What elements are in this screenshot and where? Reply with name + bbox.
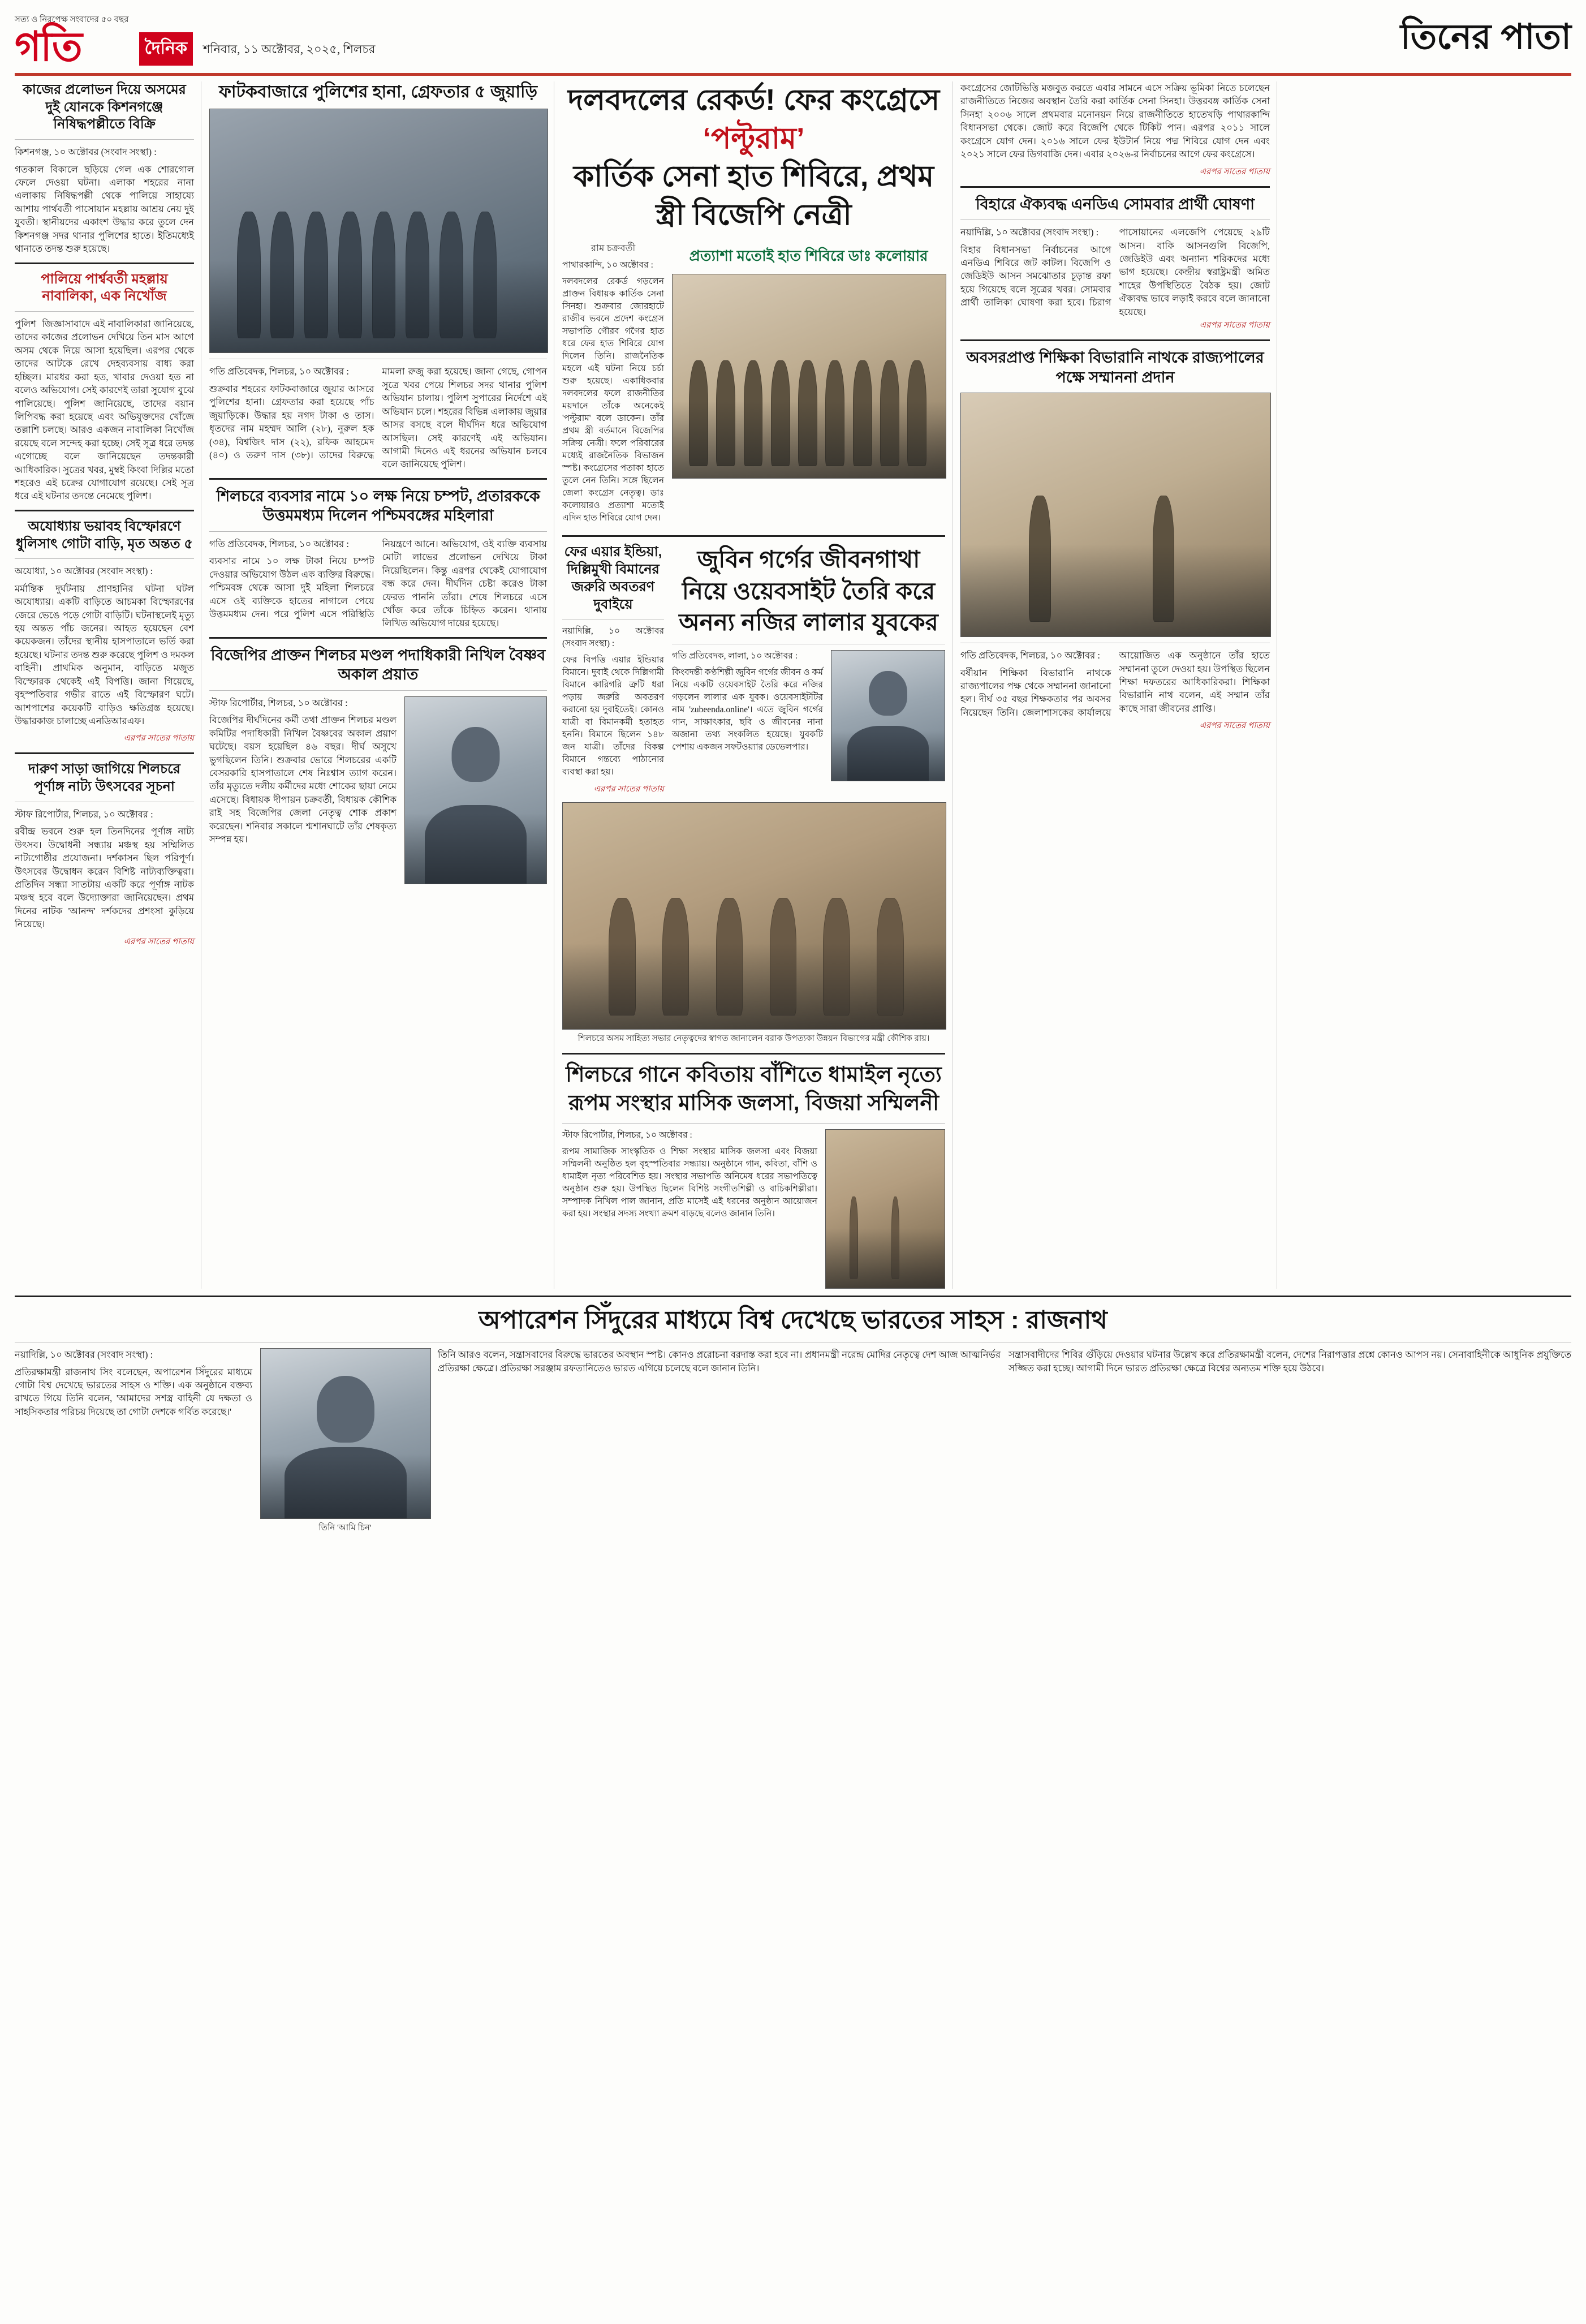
article-body-right [1009,1348,1571,1535]
body-text: পুলিশ ‍ জিজ্ঞাসাবাদে এই নাবালিকারা জানিয়েছে, তাদের কাজের প্রলোভন দেখিয়ে তিন মাস আগে অসম থেকে নিয়ে আসা হয়েছিল। এরপর থেকে তাদের আটকে রেখে দেহব্যবসায় বাধ্য করা হচ্ছিল। মারধর করা হত, খাবার দেওয়া হত না বলেও অভিযোগ। সেই কারণেই তারা সুযোগ বুঝে পালিয়েছে। পুলিশ জানিয়েছে, তাদের বয়ান লিপিবদ্ধ করা হয়েছে এবং অভিযুক্তদের খোঁজে তল্লাশি চলছে। আরও একজন নাবালিকা নিখোঁজ রয়েছে বলে সন্দেহ করা হচ্ছে। সেই সূত্র ধরে তদন্ত এগোচ্ছে বলে জানিয়েছেন তদন্তকারী আধিকারিক। সুত্রের খবর, মুম্বই কিংবা দিল্লির মতো শহরেও এই চক্রের যোগাযোগ রয়েছে। সেই সূত্র ধরে এই ঘটনার তদন্তে নেমেছে পুলিশ। [15,318,194,502]
article-body [960,649,1270,719]
dateline: কিশনগঞ্জ, ১০ অক্টোবর (সংবাদ সংস্থা) : [15,147,157,158]
headline: ফাটকবাজারে পুলিশের হানা, গ্রেফতার ৫ জুয়াড়ি [218,83,538,101]
dateline: স্টাফ রিপোর্টার, শিলচর, ১০ অক্টোবর : [15,808,153,820]
continuation-note: এরপর সাতের পাতায় [123,937,194,946]
divider [15,1296,1571,1297]
masthead-section-title: তিনের পাতা [1400,18,1571,57]
divider [209,690,547,691]
body-text: বিহার বিধানসভা নির্বাচনের আগে এনডিএ শিবিরে জট কাটল। বিজেপি ও জেডিইউ আসন সমঝোতার চূড়ান্ত রফা হয়ে গিয়েছে বলে সূত্রের খবর। সোমবার প্রার্থী তালিকা ঘোষণা করা হবে। চিরাগ পাসোয়ানের এলজেপি পেয়েছে ২৯টি আসন। বাকি আসনগুলি বিজেপি, জেডিইউ এবং অন্যান্য শরিকদের মধ্যে ভাগ হয়েছে। কেন্দ্রীয় স্বরাষ্ট্রমন্ত্রী অমিত শাহের উপস্থিতিতে বৈঠক হয়। জোট ঐক্যবদ্ধ ভাবে লড়াই করবে বলে জানানো হয়েছে। [960,227,1270,317]
article-body [672,650,823,781]
divider [562,1123,945,1124]
continuation-note: এরপর সাতের পাতায় [1199,721,1270,731]
body-text: রবীন্দ্র ভবনে শুরু হল তিনদিনের পূর্ণাঙ্গ নাট্য উৎসব। উদ্বোধনী সন্ধ্যায় মঞ্চস্থ হয় সম্মিলিত নাট্যগোষ্ঠীর প্রযোজনা। দর্শকাসন ছিল পরিপূর্ণ। উৎসবের উদ্বোধন করেন বিশিষ্ট নাট্যব্যক্তিত্বরা। প্রতিদিন সন্ধ্যা সাতটায় একটি করে পূর্ণাঙ্গ নাটক মঞ্চস্থ হবে বলে উদ্যোক্তারা জানিয়েছেন। প্রথম দিনের নাটক 'আনন্দ' দর্শকদের প্রশংসা কুড়িয়ে নিয়েছে। [15,826,194,930]
logo-block [15,13,129,70]
dateline: নয়াদিল্লি, ১০ অক্টোবর (সংবাদ সংস্থা) : [562,626,664,649]
article-c4-a1 [960,81,1270,179]
dateline: স্টাফ রিপোর্টার, শিলচর, ১০ অক্টোবর : [562,1130,692,1141]
masthead-left [15,13,376,70]
divider [209,531,547,532]
body-text: কংগ্রেসের জোটভিত্তি মজবুত করতে এবার সামনে এসে সক্রিয় ভূমিকা নিতে চলেছেন রাজনীতিতে নিজের অবস্থান তৈরি করা কার্তিক সেনা সিনহা। উত্তরবঙ্গ কার্তিক সেনা সিনহা ২০০৬ সালে প্রথমবার মনোনয়ন নিয়ে রাজনীতিতে হাতেখড়ি পাথারকান্দি বিধানসভা থেকে। জোট করে বিজেপি থেকে টিকিট পান। এরপর ২০১১ সালে কংগ্রেসে যোগ দেন। ২০১৬ সালে ফের ইউটার্ন নিয়ে পদ্ম শিবিরে যোগ দেন এবং ২০২১ সালে ফের ডিগবাজি দেন। এবার ২০২৬-র নির্বাচনের আগে ফের কংগ্রেসে। [960,83,1270,160]
article-c3-mid [672,544,945,797]
article-body [15,145,194,255]
logo-badge: দৈনিক [139,32,193,66]
column-3-lead [562,81,953,1289]
article-body-left [15,1348,252,1535]
lead-left-text [562,239,664,528]
column-2 [209,81,554,1289]
masthead [15,10,1571,76]
article-body [15,317,194,503]
article-c2-a3 [209,645,547,884]
photo-sahitya-sabha [562,802,946,1030]
body-text: দলবদলের রেকর্ড গড়লেন প্রাক্তন বিধায়ক কার্তিক সেনা সিনহা। শুক্রবার জোরহাটে রাজীব ভবনে প্রদেশ কংগ্রেস সভাপতি গৌরব গগৈর হাত ধরে ফের হাত শিবিরে যোগ দিলেন তিনি। রাজনৈতিক মহলে এই ঘটনা নিয়ে চর্চা শুরু হয়েছে। একাধিকবার দলবদলের ফলে রাজনীতির ময়দানে তাঁকে অনেকেই 'পল্টুরাম' বলে ডাকেন। তাঁর প্রথম স্ত্রী বর্তমানে বিজেপির সক্রিয় নেত্রী। ফলে পরিবারের মধ্যেই রাজনৈতিক বিভাজন স্পষ্ট। কংগ্রেসের পতাকা হাতে তুলে নেন তিনি। সঙ্গে ছিলেন জেলা কংগ্রেস নেতৃত্ব। ডাঃ কলোয়ারও প্রত্যাশা মতোই এদিন হাত শিবিরে যোগ দেন। [562,277,664,523]
article-body [209,365,547,471]
headline: অবসরপ্রাপ্ত শিক্ষিকা বিভারানি নাথকে রাজ্যপালের পক্ষে সম্মাননা প্রদান [966,349,1264,386]
article-c2-a2 [209,487,547,630]
lead-headline-line2: কার্তিক সেনা হাত শিবিরে, প্রথম স্ত্রী বিজেপি নেত্রী [573,160,934,231]
headline: বিজেপির প্রাক্তন শিলচর মণ্ডল পদাধিকারী নিখিল বৈষ্ণব অকাল প্রয়াত [210,646,546,683]
body-text: তিনি আরও বলেন, সন্ত্রাসবাদের বিরুদ্ধে ভারতের অবস্থান স্পষ্ট। কোনও প্ররোচনা বরদাস্ত করা হবে না। প্রধানমন্ত্রী নরেন্দ্র মোদির নেতৃত্বে দেশ আজ আত্মনির্ভর প্রতিরক্ষা ক্ষেত্রে। প্রতিরক্ষা সরঞ্জাম রফতানিতেও ভারত এগিয়ে চলেছে বলে জানান তিনি। [438,1349,1001,1374]
divider [15,752,194,754]
divider [15,311,194,312]
article-lead [562,81,945,528]
divider [15,139,194,140]
lead-headline-accent: ‘পল্টুরাম’ [703,122,805,155]
mid-row [562,544,945,797]
headline: শিলচরে ব্যবসার নামে ১০ লক্ষ নিয়ে চম্পট, প্রতারককে উত্তমমধ্যম দিলেন পশ্চিমবঙ্গের মহিলারা [216,487,540,524]
body-text: কিংবদন্তী কণ্ঠশিল্পী জুবিন গর্গের জীবন ও কর্ম নিয়ে একটি ওয়েবসাইট তৈরি করে নজির গড়লেন লালার এক যুবক। ওয়েবসাইটটির নাম 'zubeenda.online'। এতে জুবিন গর্গের গান, সাক্ষাৎকার, ছবি ও জীবনের নানা অজানা তথ্য সংকলিত হয়েছে। যুবকটি পেশায় একজন সফটওয়্যার ডেভেলপার। [672,667,823,752]
article-c1-a2 [15,271,194,503]
dateline: গতি প্রতিবেদক, শিলচর, ১০ অক্টোবর : [209,366,349,377]
continuation-note: এরপর সাতের পাতায় [593,785,664,794]
page-grid [15,81,1571,1289]
logo-title: গতি [15,24,81,70]
photo-teacher-felicitation [960,393,1271,637]
photo-police-raid [209,109,548,353]
photo-rajnath-singh [260,1348,431,1519]
article-body [562,625,664,778]
lead-photo-block [672,239,945,528]
masthead-date: শনিবার, ১১ অক্টোবর, ২০২৫, শিলচর [202,42,376,56]
dateline: গতি প্রতিবেদক, শিলচর, ১০ অক্টোবর : [960,650,1100,661]
column-1 [15,81,201,1289]
article-body-mid [438,1348,1001,1535]
bottom-photo-block [260,1348,430,1535]
dateline: স্টাফ রিপোর্টার, শিলচর, ১০ অক্টোবর : [209,697,348,708]
divider [562,1053,945,1055]
body-text: সন্ত্রাসবাদীদের শিবির গুঁড়িয়ে দেওয়ার ঘটনার উল্লেখ করে প্রতিরক্ষামন্ত্রী বলেন, দেশের নিরাপত্তার প্রশ্নে কোনও আপস নয়। সেনাবাহিনীকে আধুনিক প্রযুক্তিতে সজ্জিত করা হচ্ছে। আগামী দিনে ভারত প্রতিরক্ষা ক্ষেত্রে বিশ্বের অন্যতম শক্তি হয়ে উঠবে। [1009,1349,1571,1374]
headline: বিহারে ঐক্যবদ্ধ এনডিএ সোমবার প্রার্থী ঘোষণা [975,195,1255,213]
lead-headline [562,81,945,234]
photo-congress-joining [672,274,946,479]
byline: রাম চক্রবর্তী [591,243,636,254]
body-text: ফের বিপত্তি এয়ার ইন্ডিয়ার বিমানে। দুবাই থেকে দিল্লিগামী বিমানে কারিগরি ত্রুটি ধরা পড়ায় জরুরি অবতরণ করানো হয় দুবাইতেই। কোনও যাত্রী বা বিমানকর্মী হতাহত হননি। বিমানে ছিলেন ১৪৮ জন যাত্রী। তাঁদের বিকল্প বিমানে গন্তব্যে পাঠানোর ব্যবস্থা করা হয়। [562,655,664,777]
dateline: নয়াদিল্লি, ১০ অক্টোবর (সংবাদ সংস্থা) : [15,1349,153,1361]
body-text: শুক্রবার শহরের ফাটকবাজারে জুয়ার আসরে পুলিশের হানা। গ্রেফতার করা হয়েছে পাঁচ জুয়াড়িকে। উদ্ধার হয় নগদ টাকা ও তাস। ধৃতদের নাম মহম্মদ আলি (২৮), নুরুল হক (৩৪), বিশ্বজিৎ দাস (২২), রফিক আহমেদ (৪০) ও তরুণ দাস (৩৮)। তাদের বিরুদ্ধে মামলা রুজু করা হয়েছে। জানা গেছে, গোপন সূত্রে খবর পেয়ে শিলচর সদর থানার পুলিশ অভিযান চালায়। পুলিশ সুপারের নির্দেশে এই অভিযান চলে। শহরের বিভিন্ন এলাকায় জুয়ার আসর বসছে বলে দীর্ঘদিন ধরে অভিযোগ আসছিল। সেই কারণেই এই অভিযান। আগামী দিনেও এই ধরনের অভিযান চলবে বলে জানিয়েছে পুলিশ। [209,366,547,470]
article-body [15,808,194,931]
divider [15,262,194,264]
article-body [209,537,547,630]
article-body [960,226,1270,319]
article-c2-a1 [209,81,547,471]
headline: দারুণ সাড়া জাগিয়ে শিলচরে পূর্ণাঙ্গ নাট্য উৎসবের সূচনা [28,761,180,795]
article-c4-a2 [960,195,1270,333]
divider [960,339,1270,341]
photo-portrait-nikhil [404,696,547,884]
article-c1-a4 [15,761,194,949]
continuation-note: এরপর সাতের পাতায় [123,734,194,743]
headline: অযোধ্যায় ভয়াবহ বিস্ফোরণে ধুলিসাৎ গোটা বাড়ি, মৃত অন্তত ৫ [16,518,193,552]
dateline: নয়াদিল্লি, ১০ অক্টোবর (সংবাদ সংস্থা) : [960,227,1099,238]
body-text: প্রতিরক্ষামন্ত্রী রাজনাথ সিং বলেছেন, অপারেশন সিঁদুরের মাধ্যমে গোটা বিশ্ব দেখেছে ভারতের সাহস ও শক্তি। এক অনুষ্ঠানে বক্তব্য রাখতে গিয়ে তিনি বলেন, 'আমাদের সশস্ত্র বাহিনী যে দক্ষতা ও সাহসিকতার পরিচয় দিয়েছে তা গোটা দেশকে গর্বিত করেছে।' [15,1366,252,1417]
article-c4-a3 [960,348,1270,733]
body-text: বিজেপির দীর্ঘদিনের কর্মী তথা প্রাক্তন শিলচর মণ্ডল কমিটির পদাধিকারী নিখিল বৈষ্ণবের অকাল প্রয়াণ ঘটেছে। বয়স হয়েছিল ৪৬ বছর। দীর্ঘ অসুখে ভুগছিলেন তিনি। শুক্রবার ভোরে শিলচরের একটি বেসরকারি হাসপাতালে শেষ নিঃশ্বাস ত্যাগ করেন। তাঁর মৃত্যুতে দলীয় কর্মীদের মধ্যে শোকের ছায়া নেমে এসেছে। বিধায়ক দীপায়ন চক্রবর্তী, বিধায়ক কৌশিক রাই সহ বিজেপির জেলা নেতৃত্ব শোক প্রকাশ করেছেন। শনিবার সকালে শ্মশানঘাটে তাঁর শেষকৃত্য সম্পন্ন হয়। [209,715,396,845]
photo-caption: শিলচরে অসম সাহিত্য সভার নেতৃত্বদের স্বাগত জানালেন বরাক উপত্যকা উন্নয়ন বিভাগের মন্ত্রী কৌশিক রায়। [577,1034,930,1044]
headline: কাজের প্রলোভন দিয়ে অসমের দুই যোনকে কিশনগঞ্জে নিষিদ্ধপল্লীতে বিক্রি [23,82,186,132]
article-with-portrait [209,696,547,884]
body-text: মর্মান্তিক দুর্ঘটনায় প্রাণহানির ঘটনা ঘটল অযোধ্যায়। একটি বাড়িতে আচমকা বিস্ফোরণের জেরে ভেঙে পড়ে গোটা বাড়িটি। ঘটনাস্থলেই মৃত্যু হয় অন্তত পাঁচ জনের। আহত হয়েছেন বেশ কয়েকজন। তাঁদের স্থানীয় হাসপাতালে ভর্তি করা হয়েছে। ঘটনার তদন্ত শুরু করেছে পুলিশ ও দমকল বাহিনী। প্রাথমিক অনুমান, বাড়িতে মজুত বিস্ফোরক থেকেই এই বিপত্তি। জানা গিয়েছে, বৃহস্পতিবার গভীর রাতে এই বিস্ফোরণ ঘটে। আশপাশের কয়েকটি বাড়িও ক্ষতিগ্রস্ত হয়েছে। উদ্ধারকাজ চালাচ্ছে এনডিআরএফ। [15,583,194,726]
dateline: গতি প্রতিবেদক, শিলচর, ১০ অক্টোবর : [209,538,349,549]
column-5 [1285,81,1586,1289]
article-body [15,565,194,728]
dateline: গতি প্রতিবেদক, লালা, ১০ অক্টোবর : [672,651,798,661]
divider [209,478,547,480]
dateline: পাথারকান্দি, ১০ অক্টোবর : [562,260,653,270]
article-c1-a3 [15,518,194,746]
article-c1-a1 [15,81,194,256]
headline: ফের এয়ার ইন্ডিয়া, দিল্লিমুখী বিমানের জরুরি অবতরণ দুবাইয়ে [564,544,662,612]
article-c3-bottom [562,1061,945,1289]
logo-tagline: সত্য ও নিরপেক্ষ সংবাদের ৫০ বছর [15,15,129,25]
dateline: অযোধ্যা, ১০ অক্টোবর (সংবাদ সংস্থা) : [15,566,153,577]
lead-headline-line1: দলবদলের রেকর্ড! ফের কংগ্রেসে [567,84,940,117]
headline: শিলচরে গানে কবিতায় বাঁশিতে ধামাইল নৃত্যে রূপম সংস্থার মাসিক জলসা, বিজয়া সম্মিলনী [566,1063,942,1115]
headline: জুবিন গর্গের জীবনগাথা নিয়ে ওয়েবসাইট তৈরি করে অনন্য নজির লালার যুবকের [679,546,938,636]
divider [960,186,1270,188]
continuation-note: এরপর সাতের পাতায় [1199,321,1270,330]
article-body [562,259,664,524]
lead-subheadline: প্রত্যাশা মতোই হাত শিবিরে ডাঃ কলোয়ার [689,247,928,265]
continuation-note: এরপর সাতের পাতায় [1199,167,1270,177]
photo-rupam-jalsa [825,1129,945,1289]
article-body [960,81,1270,161]
photo-caption: তিনি 'আমি চিন' [318,1523,372,1533]
body-text: গতকাল বিকালে ছড়িয়ে গেল এক শোরগোল ফেলে দেওয়া ঘটনা। এলাকা শহরের নানা এলাকায় নিষিদ্ধপল্লী থেকে পালিয়ে সাহায্যে আশায় পার্থবর্তী পাসোয়ান মহল্লায় আশ্রয় নেয় দুই যুবতী। স্থানীয়দের একাংশ উদ্ধার করে তুলে দেন কিশনগঞ্জ সদর থানার পুলিশের হাতে। ইতিমধ্যেই থানাতে তদন্ত শুরু হয়েছে। [15,163,194,255]
article-bottom-span [15,1304,1571,1535]
divider [562,535,945,537]
body-text: ব্যবসার নামে ১০ লক্ষ টাকা নিয়ে চম্পট দেওয়ার অভিযোগ উঠল এক ব্যক্তির বিরুদ্ধে। পশ্চিমবঙ্গ থেকে আসা দুই মহিলা শিলচরে এসে ওই ব্যক্তিকে হাতের নাগালে পেয়ে উত্তমমধ্যম দেন। পরে পুলিশ এসে পরিস্থিতি নিয়ন্ত্রণে আনে। অভিযোগ, ওই ব্যক্তি ব্যবসায় মোটা লাভের প্রলোভন দেখিয়ে টাকা নিয়েছিলেন। কিন্তু এরপর থেকেই যোগাযোগ বন্ধ করে দেন। দীর্ঘদিন চেষ্টা করেও টাকা ফেরত পাননি তাঁরা। শেষে শিলচরে এসে খোঁজ করে তাঁকে চিহ্নিত করেন। থানায় লিখিত অভিযোগ দায়ের হয়েছে। [209,538,547,629]
divider [15,558,194,559]
column-4 [960,81,1277,1289]
headline: পালিয়ে পার্শ্ববর্তী মহল্লায় নাবালিকা, এক নিখোঁজ [41,271,168,304]
body-text: বর্ষীয়ান শিক্ষিকা বিভারানি নাথকে রাজ্যপালের পক্ষ থেকে সম্মাননা জানানো হল। দীর্ঘ ৩৫ বছর শিক্ষকতার পর অবসর নিয়েছেন তিনি। জেলাশাসকের কার্যালয়ে আয়োজিত এক অনুষ্ঠানে তাঁর হাতে সম্মাননা তুলে দেওয়া হয়। উপস্থিত ছিলেন শিক্ষা দফতরের আধিকারিকরা। শিক্ষিকা বিভারানি নাথ বলেন, এই সম্মান তাঁর কাছে সারা জীবনের প্রাপ্তি। [960,650,1270,718]
body-text: রূপম সামাজিক সাংস্কৃতিক ও শিক্ষা সংস্থার মাসিক জলসা এবং বিজয়া সম্মিলনী অনুষ্ঠিত হল বৃহস্পতিবার সন্ধ্যায়। অনুষ্ঠানে গান, কবিতা, বাঁশি ও ধামাইল নৃত্য পরিবেশিত হয়। সংস্থার সভাপতি অনিমেষ ধরের সভাপতিত্বে অনুষ্ঠান শুরু হয়। উপস্থিত ছিলেন বিশিষ্ট সংগীতশিল্পী ও বাচিকশিল্পীরা। সম্পাদক নিখিল পাল জানান, প্রতি মাসেই এই ধরনের অনুষ্ঠান আয়োজন করা হয়। সংস্থার সদস্য সংখ্যা ক্রমশ বাড়ছে বলেও জানান তিনি। [562,1147,817,1219]
divider [15,510,194,511]
article-c3-small1 [562,544,664,797]
article-body [209,696,396,884]
divider [209,637,547,639]
headline: অপারেশন সিঁদুরের মাধ্যমে বিশ্ব দেখেছে ভারতের সাহস : রাজনাথ [479,1306,1107,1335]
article-body [562,1129,817,1289]
photo-zubeen-tribute [831,650,945,781]
